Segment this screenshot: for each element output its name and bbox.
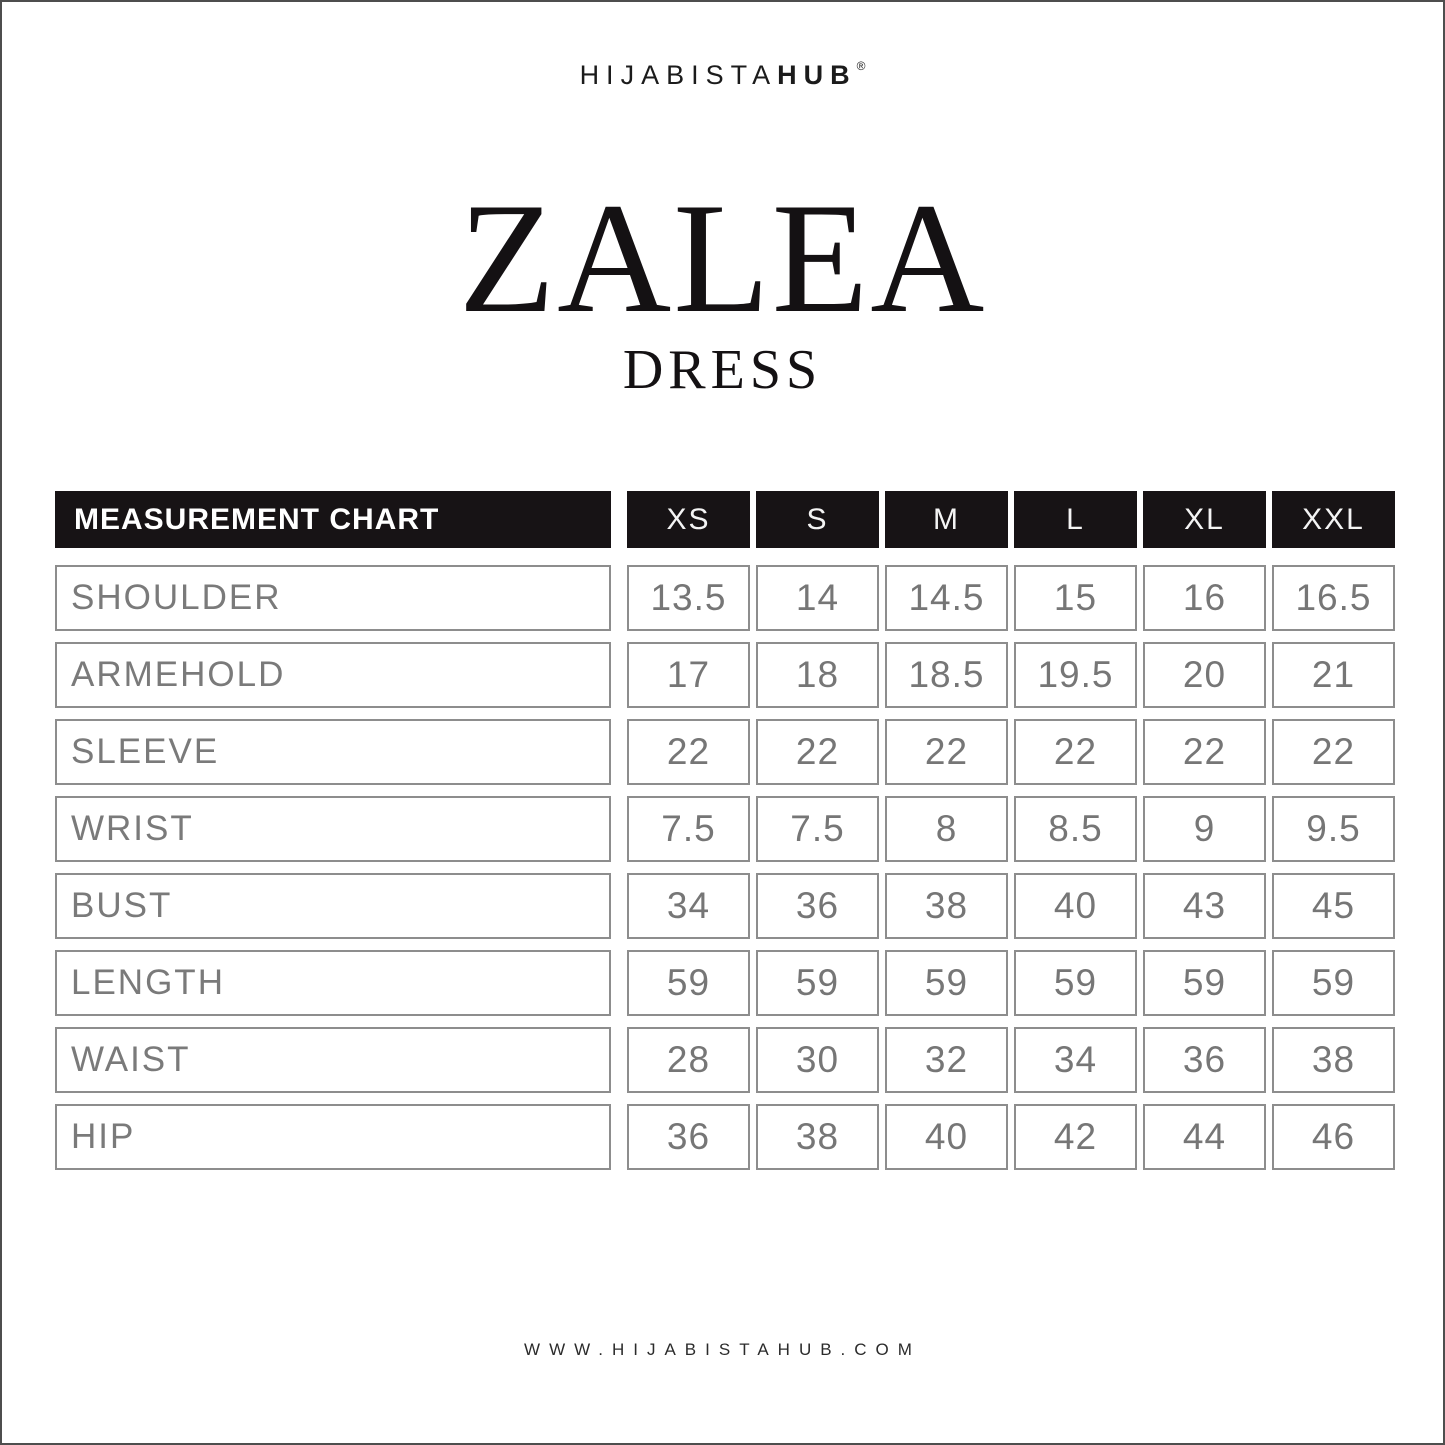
- table-row-waist: [55, 1027, 1395, 1093]
- row-values: [627, 1027, 1395, 1093]
- brand-logo: [2, 59, 1443, 91]
- row-label: SLEEVE: [55, 719, 611, 785]
- row-values: [627, 719, 1395, 785]
- product-subtitle: DRESS: [622, 339, 823, 401]
- measurement-value: 22: [1143, 719, 1266, 785]
- measurement-value: 34: [1014, 1027, 1137, 1093]
- brand-name-bold: HUB: [777, 60, 857, 90]
- row-values: [627, 642, 1395, 708]
- size-header-xs: XS: [627, 491, 750, 548]
- measurement-value: 7.5: [756, 796, 879, 862]
- measurement-value: 59: [885, 950, 1008, 1016]
- measurement-value: 16: [1143, 565, 1266, 631]
- measurement-value: 19.5: [1014, 642, 1137, 708]
- table-row-armehold: [55, 642, 1395, 708]
- measurement-value: 59: [1272, 950, 1395, 1016]
- row-values: [627, 565, 1395, 631]
- measurement-value: 40: [1014, 873, 1137, 939]
- measurement-value: 42: [1014, 1104, 1137, 1170]
- brand-name-regular: HIJABISTA: [579, 60, 778, 90]
- table-row-bust: [55, 873, 1395, 939]
- table-title: MEASUREMENT CHART: [55, 491, 611, 548]
- measurement-value: 18.5: [885, 642, 1008, 708]
- measurement-value: 22: [627, 719, 750, 785]
- measurement-value: 38: [885, 873, 1008, 939]
- measurement-value: 46: [1272, 1104, 1395, 1170]
- table-row-sleeve: [55, 719, 1395, 785]
- row-label: WRIST: [55, 796, 611, 862]
- measurement-value: 15: [1014, 565, 1137, 631]
- measurement-value: 9.5: [1272, 796, 1395, 862]
- measurement-value: 59: [627, 950, 750, 1016]
- measurement-value: 8.5: [1014, 796, 1137, 862]
- registered-trademark-icon: ®: [856, 59, 866, 73]
- website-url: WWW.HIJABISTAHUB.COM: [524, 1340, 921, 1359]
- measurement-value: 59: [756, 950, 879, 1016]
- measurement-value: 43: [1143, 873, 1266, 939]
- measurement-value: 22: [756, 719, 879, 785]
- measurement-value: 45: [1272, 873, 1395, 939]
- measurement-value: 22: [885, 719, 1008, 785]
- table-row-wrist: [55, 796, 1395, 862]
- measurement-value: 36: [627, 1104, 750, 1170]
- measurement-value: 14.5: [885, 565, 1008, 631]
- row-label: HIP: [55, 1104, 611, 1170]
- size-header-m: M: [885, 491, 1008, 548]
- row-label: WAIST: [55, 1027, 611, 1093]
- measurement-value: 36: [1143, 1027, 1266, 1093]
- measurement-value: 7.5: [627, 796, 750, 862]
- measurement-value: 44: [1143, 1104, 1266, 1170]
- row-values: [627, 1104, 1395, 1170]
- row-label: ARMEHOLD: [55, 642, 611, 708]
- measurement-value: 59: [1143, 950, 1266, 1016]
- measurement-value: 13.5: [627, 565, 750, 631]
- measurement-value: 32: [885, 1027, 1008, 1093]
- row-values: [627, 950, 1395, 1016]
- row-values: [627, 796, 1395, 862]
- size-header-l: L: [1014, 491, 1137, 548]
- table-header-row: [55, 491, 1395, 548]
- measurement-value: 38: [1272, 1027, 1395, 1093]
- measurement-value: 40: [885, 1104, 1008, 1170]
- product-title: ZALEA: [458, 171, 987, 346]
- measurement-value: 14: [756, 565, 879, 631]
- measurement-value: 18: [756, 642, 879, 708]
- row-values: [627, 873, 1395, 939]
- size-header-xl: XL: [1143, 491, 1266, 548]
- measurement-value: 22: [1014, 719, 1137, 785]
- row-label: SHOULDER: [55, 565, 611, 631]
- measurement-value: 34: [627, 873, 750, 939]
- measurement-value: 9: [1143, 796, 1266, 862]
- measurement-value: 20: [1143, 642, 1266, 708]
- size-header-cells: [627, 491, 1395, 548]
- measurement-value: 16.5: [1272, 565, 1395, 631]
- row-label: LENGTH: [55, 950, 611, 1016]
- measurement-table: [55, 491, 1395, 1181]
- measurement-value: 8: [885, 796, 1008, 862]
- measurement-value: 38: [756, 1104, 879, 1170]
- table-row-hip: [55, 1104, 1395, 1170]
- size-header-s: S: [756, 491, 879, 548]
- size-header-xxl: XXL: [1272, 491, 1395, 548]
- table-row-length: [55, 950, 1395, 1016]
- measurement-value: 17: [627, 642, 750, 708]
- measurement-value: 59: [1014, 950, 1137, 1016]
- row-label: BUST: [55, 873, 611, 939]
- table-row-shoulder: [55, 565, 1395, 631]
- measurement-value: 21: [1272, 642, 1395, 708]
- measurement-value: 36: [756, 873, 879, 939]
- measurement-value: 30: [756, 1027, 879, 1093]
- measurement-value: 22: [1272, 719, 1395, 785]
- measurement-value: 28: [627, 1027, 750, 1093]
